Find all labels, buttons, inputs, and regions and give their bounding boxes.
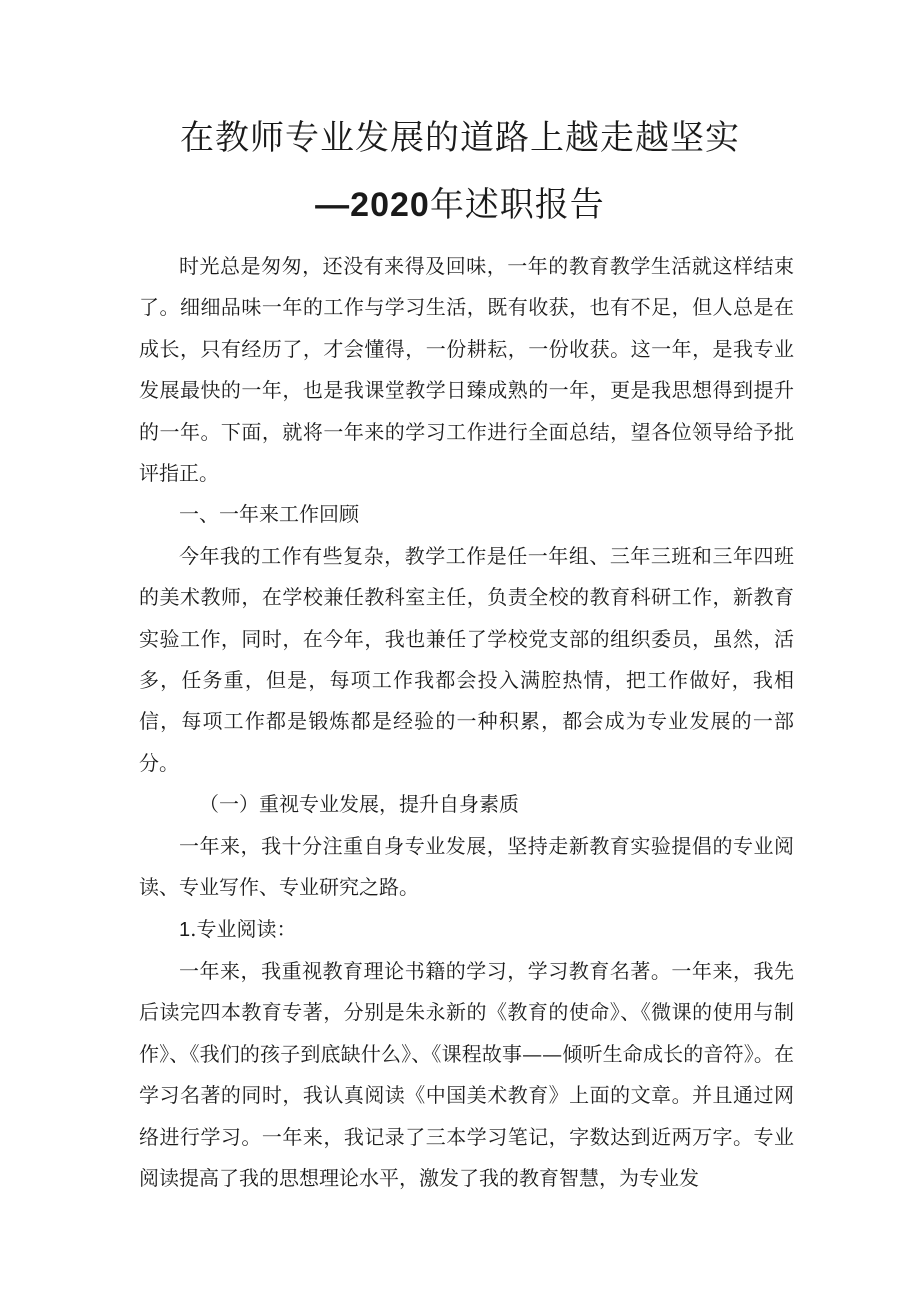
document-subtitle <box>0 185 920 225</box>
subtitle-text: 年述职报告 <box>429 185 605 225</box>
section-heading: 一、一年来工作回顾 <box>179 502 359 527</box>
paragraph-work-review: 今年我的工作有些复杂，教学工作是任一年组、三年三班和三年四班的美术教师，在学校兼任教科室主任，负责全校的教育科研工作，新教育实验工作，同时，在今年，我也兼任了学校党支部的组织委员，虽然，活多，任务重，但是，每项工作我都会投入满腔热情，把工作做好，我相信，每项工作都是锻炼都是经验的一种积累，都会成为专业发展的一部分。 <box>139 543 794 775</box>
paragraph-reading: 一年来，我重视教育理论书籍的学习，学习教育名著。一年来，我先后读完四本教育专著，分别是朱永新的《教育的使命》、《微课的使用与制作》、《我们的孩子到底缺什么》、《课程故事——倾听生命成长的音符》。在学习名著的同时，我认真阅读《中国美术教育》上面的文章。并且通过网络进行学习。一年来，我记录了三本学习笔记，字数达到近两万字。专业阅读提高了我的思想理论水平，激发了我的教育智慧，为专业发 <box>139 958 794 1190</box>
list-item-number: 1 <box>179 918 191 941</box>
subsection-heading: （一）重视专业发展，提升自身素质 <box>199 792 519 817</box>
list-item-separator: . <box>190 916 197 941</box>
list-item-label: 专业阅读： <box>196 916 297 941</box>
paragraph-intro: 时光总是匆匆，还没有来得及回味，一年的教育教学生活就这样结束了。细细品味一年的工作与学习生活，既有收获，也有不足，但人总是在成长，只有经历了，才会懂得，一份耕耘，一份收获。这一年，是我专业发展最快的一年，也是我课堂教学日臻成熟的一年，更是我思想得到提升的一年。下面，就将一年来的学习工作进行全面总结，望各位领导给予批评指正。 <box>139 254 794 486</box>
document-title: 在教师专业发展的道路上越走越坚实 <box>180 118 740 158</box>
document-body <box>139 246 794 1199</box>
list-item-heading <box>139 909 794 951</box>
subtitle-year: —2020 <box>315 186 430 224</box>
paragraph-professional-development: 一年来，我十分注重自身专业发展，坚持走新教育实验提倡的专业阅读、专业写作、专业研究之路。 <box>139 833 794 900</box>
